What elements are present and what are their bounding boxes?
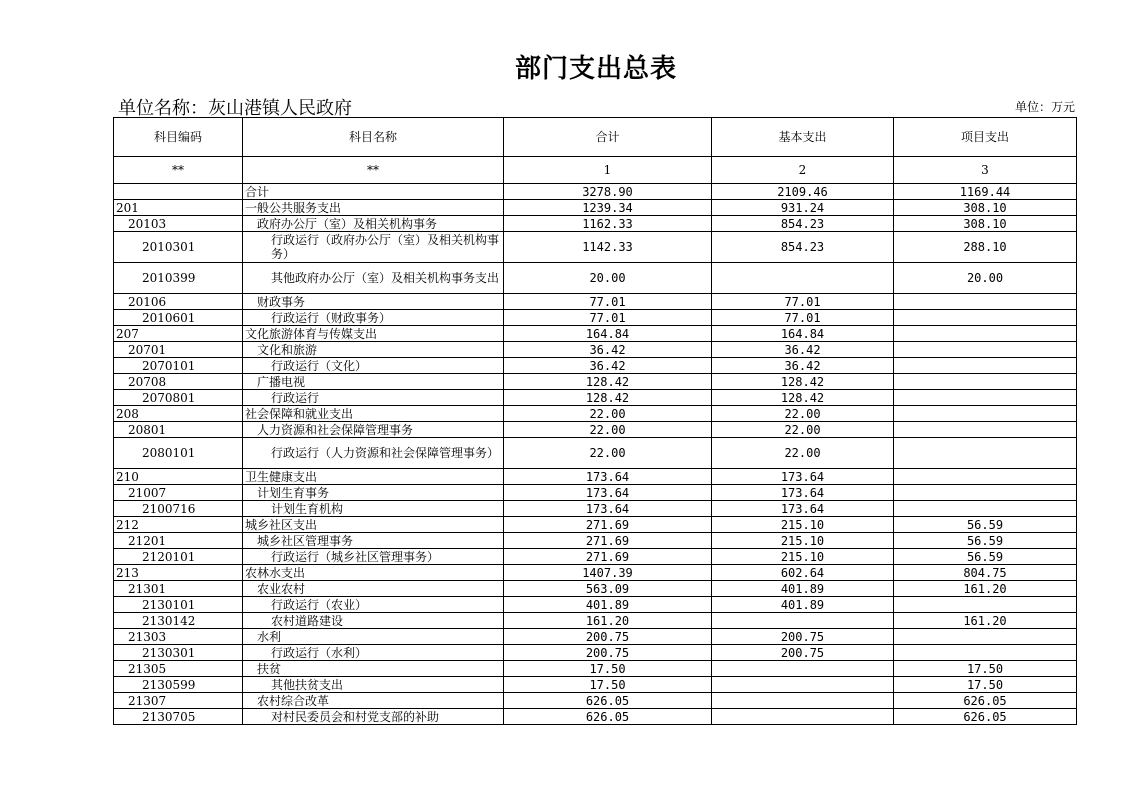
table-row [114,549,1077,565]
row-name-cell: 对村民委员会和村党支部的补助 [243,709,504,725]
row-name-cell: 行政运行（政府办公厅（室）及相关机构事务） [243,232,504,263]
row-project-cell: 626.05 [894,693,1077,709]
table-row [114,358,1077,374]
subheader-code: ** [114,157,243,184]
row-code-cell: 2010399 [114,263,243,294]
row-project-cell: 288.10 [894,232,1077,263]
row-name-cell: 农业农村 [243,581,504,597]
row-basic-cell: 854.23 [712,232,894,263]
row-basic-cell: 22.00 [712,438,894,469]
row-basic-cell [712,613,894,629]
row-code-cell: 21007 [114,485,243,501]
row-total-cell: 200.75 [504,629,712,645]
row-total-cell: 128.42 [504,374,712,390]
row-total-cell: 17.50 [504,677,712,693]
row-code-cell: 201 [114,200,243,216]
table-row [114,581,1077,597]
row-code-cell: 20106 [114,294,243,310]
row-total-cell: 161.20 [504,613,712,629]
row-total-cell: 1407.39 [504,565,712,581]
table-row [114,374,1077,390]
row-name-cell: 广播电视 [243,374,504,390]
row-total-cell: 173.64 [504,485,712,501]
table-row [114,709,1077,725]
row-basic-cell: 2109.46 [712,184,894,200]
row-name-cell: 文化和旅游 [243,342,504,358]
row-total-cell: 173.64 [504,469,712,485]
row-code-cell: 21307 [114,693,243,709]
table-row [114,533,1077,549]
row-code-cell: 2070101 [114,358,243,374]
row-project-cell: 308.10 [894,216,1077,232]
row-code-cell: 2070801 [114,390,243,406]
table-row [114,406,1077,422]
row-total-cell: 173.64 [504,501,712,517]
row-name-cell: 行政运行（财政事务） [243,310,504,326]
table-row [114,501,1077,517]
table-row [114,438,1077,469]
row-total-cell: 1142.33 [504,232,712,263]
table-row [114,422,1077,438]
row-total-cell: 626.05 [504,693,712,709]
header-total: 合计 [504,118,712,157]
table-body [114,184,1077,725]
row-total-cell: 22.00 [504,438,712,469]
row-basic-cell: 128.42 [712,374,894,390]
header-project: 项目支出 [894,118,1077,157]
row-name-cell: 人力资源和社会保障管理事务 [243,422,504,438]
table-row [114,263,1077,294]
row-total-cell: 164.84 [504,326,712,342]
unit-label: 单位：万元 [1014,100,1075,114]
row-total-cell: 77.01 [504,310,712,326]
row-name-cell: 其他政府办公厅（室）及相关机构事务支出 [243,263,504,294]
table-row [114,342,1077,358]
table-row [114,184,1077,200]
row-project-cell: 1169.44 [894,184,1077,200]
row-project-cell: 804.75 [894,565,1077,581]
row-basic-cell: 200.75 [712,629,894,645]
table-row [114,565,1077,581]
row-project-cell [894,326,1077,342]
row-total-cell: 22.00 [504,406,712,422]
row-project-cell: 20.00 [894,263,1077,294]
row-code-cell: 2130599 [114,677,243,693]
row-basic-cell: 173.64 [712,469,894,485]
table-row [114,469,1077,485]
row-basic-cell: 215.10 [712,533,894,549]
table-row [114,693,1077,709]
row-code-cell [114,184,243,200]
row-name-cell: 计划生育事务 [243,485,504,501]
row-code-cell: 207 [114,326,243,342]
row-code-cell: 2120101 [114,549,243,565]
header-code: 科目编码 [114,118,243,157]
row-project-cell: 17.50 [894,677,1077,693]
row-name-cell: 行政运行（农业） [243,597,504,613]
subheader-row [114,157,1077,184]
row-basic-cell: 854.23 [712,216,894,232]
row-name-cell: 行政运行（文化） [243,358,504,374]
row-total-cell: 36.42 [504,342,712,358]
row-total-cell: 22.00 [504,422,712,438]
row-project-cell [894,469,1077,485]
row-total-cell: 271.69 [504,517,712,533]
row-total-cell: 3278.90 [504,184,712,200]
row-project-cell [894,406,1077,422]
row-basic-cell: 77.01 [712,310,894,326]
row-total-cell: 20.00 [504,263,712,294]
table-row [114,629,1077,645]
row-code-cell: 208 [114,406,243,422]
row-total-cell: 626.05 [504,709,712,725]
row-basic-cell: 22.00 [712,406,894,422]
row-name-cell: 政府办公厅（室）及相关机构事务 [243,216,504,232]
table-row [114,326,1077,342]
row-name-cell: 农村道路建设 [243,613,504,629]
row-name-cell: 水利 [243,629,504,645]
table-row [114,390,1077,406]
row-code-cell: 20708 [114,374,243,390]
row-basic-cell: 128.42 [712,390,894,406]
table-row [114,294,1077,310]
header-name: 科目名称 [243,118,504,157]
row-code-cell: 2130101 [114,597,243,613]
row-total-cell: 271.69 [504,549,712,565]
row-name-cell: 社会保障和就业支出 [243,406,504,422]
row-basic-cell: 77.01 [712,294,894,310]
row-project-cell [894,645,1077,661]
row-basic-cell: 36.42 [712,358,894,374]
row-basic-cell [712,263,894,294]
row-project-cell: 161.20 [894,581,1077,597]
row-project-cell: 161.20 [894,613,1077,629]
row-name-cell: 城乡社区支出 [243,517,504,533]
row-name-cell: 农林水支出 [243,565,504,581]
table-row [114,613,1077,629]
row-code-cell: 2130142 [114,613,243,629]
row-code-cell: 21305 [114,661,243,677]
row-name-cell: 财政事务 [243,294,504,310]
table-row [114,517,1077,533]
row-name-cell: 行政运行 [243,390,504,406]
table-row [114,661,1077,677]
row-total-cell: 128.42 [504,390,712,406]
row-total-cell: 563.09 [504,581,712,597]
row-code-cell: 212 [114,517,243,533]
row-basic-cell: 931.24 [712,200,894,216]
subheader-total: 1 [504,157,712,184]
row-project-cell [894,358,1077,374]
row-name-cell: 一般公共服务支出 [243,200,504,216]
row-total-cell: 17.50 [504,661,712,677]
header-basic: 基本支出 [712,118,894,157]
row-total-cell: 200.75 [504,645,712,661]
row-project-cell [894,485,1077,501]
row-code-cell: 20701 [114,342,243,358]
row-code-cell: 20103 [114,216,243,232]
row-total-cell: 1239.34 [504,200,712,216]
row-basic-cell [712,677,894,693]
row-code-cell: 21201 [114,533,243,549]
row-project-cell [894,342,1077,358]
row-name-cell: 文化旅游体育与传媒支出 [243,326,504,342]
row-project-cell: 56.59 [894,517,1077,533]
header-row [114,118,1077,157]
row-total-cell: 271.69 [504,533,712,549]
row-code-cell: 2010601 [114,310,243,326]
expenditure-table [113,117,1077,725]
subheader-project: 3 [894,157,1077,184]
row-basic-cell: 401.89 [712,581,894,597]
subheader-basic: 2 [712,157,894,184]
row-basic-cell: 200.75 [712,645,894,661]
row-basic-cell [712,661,894,677]
table-row [114,597,1077,613]
row-code-cell: 2130301 [114,645,243,661]
row-code-cell: 2130705 [114,709,243,725]
row-code-cell: 20801 [114,422,243,438]
row-project-cell [894,438,1077,469]
row-basic-cell: 36.42 [712,342,894,358]
table-row [114,485,1077,501]
row-project-cell [894,629,1077,645]
row-basic-cell: 401.89 [712,597,894,613]
row-basic-cell: 22.00 [712,422,894,438]
row-name-cell: 扶贫 [243,661,504,677]
page-title: 部门支出总表 [514,54,677,84]
row-project-cell [894,390,1077,406]
row-total-cell: 77.01 [504,294,712,310]
row-code-cell: 2080101 [114,438,243,469]
table-row [114,677,1077,693]
row-basic-cell [712,693,894,709]
row-total-cell: 36.42 [504,358,712,374]
row-name-cell: 合计 [243,184,504,200]
table-row [114,216,1077,232]
row-name-cell: 农村综合改革 [243,693,504,709]
row-code-cell: 21301 [114,581,243,597]
row-project-cell [894,422,1077,438]
row-project-cell [894,310,1077,326]
row-name-cell: 城乡社区管理事务 [243,533,504,549]
row-code-cell: 2010301 [114,232,243,263]
row-name-cell: 其他扶贫支出 [243,677,504,693]
row-project-cell [894,501,1077,517]
row-name-cell: 行政运行（城乡社区管理事务） [243,549,504,565]
subheader-name: ** [243,157,504,184]
table-row [114,232,1077,263]
row-project-cell: 626.05 [894,709,1077,725]
row-basic-cell: 173.64 [712,485,894,501]
row-project-cell: 56.59 [894,533,1077,549]
table-row [114,310,1077,326]
row-code-cell: 210 [114,469,243,485]
row-basic-cell: 602.64 [712,565,894,581]
row-project-cell: 17.50 [894,661,1077,677]
table-row [114,645,1077,661]
row-basic-cell [712,709,894,725]
unit-name: 单位名称：灰山港镇人民政府 [118,98,352,119]
row-project-cell: 308.10 [894,200,1077,216]
row-code-cell: 213 [114,565,243,581]
row-basic-cell: 164.84 [712,326,894,342]
row-project-cell: 56.59 [894,549,1077,565]
row-basic-cell: 215.10 [712,517,894,533]
row-name-cell: 卫生健康支出 [243,469,504,485]
row-project-cell [894,294,1077,310]
row-project-cell [894,374,1077,390]
row-project-cell [894,597,1077,613]
row-name-cell: 行政运行（水利） [243,645,504,661]
row-name-cell: 计划生育机构 [243,501,504,517]
row-code-cell: 21303 [114,629,243,645]
row-total-cell: 1162.33 [504,216,712,232]
table-row [114,200,1077,216]
row-total-cell: 401.89 [504,597,712,613]
row-basic-cell: 173.64 [712,501,894,517]
row-basic-cell: 215.10 [712,549,894,565]
row-name-cell: 行政运行（人力资源和社会保障管理事务） [243,438,504,469]
row-code-cell: 2100716 [114,501,243,517]
